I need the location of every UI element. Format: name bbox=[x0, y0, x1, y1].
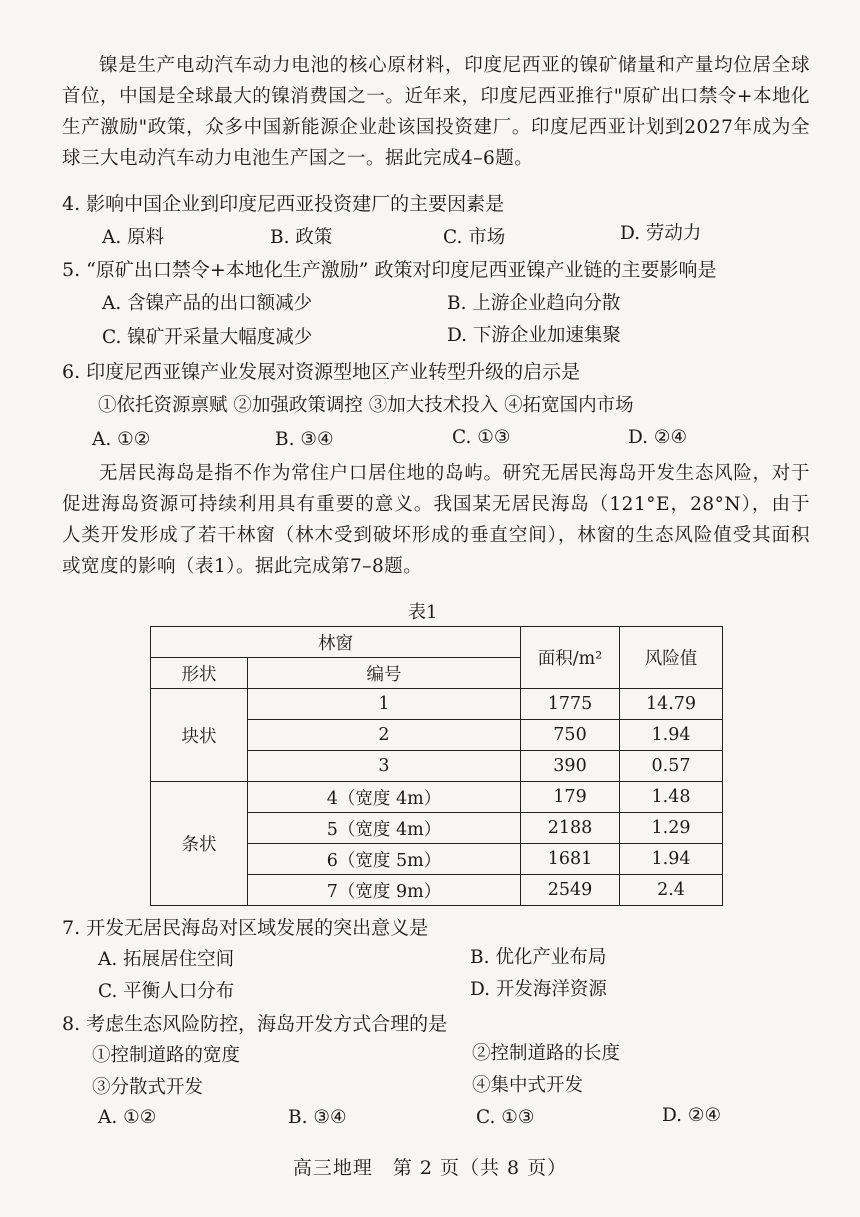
q6-items: ①依托资源禀赋 ②加强政策调控 ③加大技术投入 ④拓宽国内市场 bbox=[98, 395, 634, 416]
header-shape: 形状 bbox=[151, 658, 248, 689]
q6-option-c: C. ①③ bbox=[452, 427, 511, 448]
q6-option-b: B. ③④ bbox=[275, 429, 334, 450]
cell-num: 1 bbox=[248, 689, 521, 720]
header-window: 林窗 bbox=[151, 627, 521, 658]
header-number: 编号 bbox=[248, 658, 521, 689]
q8-option-b: B. ③④ bbox=[288, 1107, 347, 1128]
cell-num: 4（宽度 4m） bbox=[248, 782, 521, 813]
shape-block: 块状 bbox=[151, 689, 248, 782]
passage-island: 无居民海岛是指不作为常住户口居住地的岛屿。研究无居民海岛开发生态风险，对于促进海岛资源可持续利用具有重要的意义。我国某无居民海岛（121°E，28°N），由于人类开发形成了若干林窗（林木受到破坏形成的垂直空间），林窗的生态风险值受其面积或宽度的影响（表1）。据此完成第7–8题。 bbox=[62, 463, 810, 577]
q8-option-c: C. ①③ bbox=[476, 1107, 535, 1128]
cell-area: 1775 bbox=[521, 689, 620, 720]
table-row bbox=[151, 689, 723, 720]
passage-nickel: 镍是生产电动汽车动力电池的核心原材料，印度尼西亚的镍矿储量和产量均位居全球首位，中国是全球最大的镍消费国之一。近年来，印度尼西亚推行"原矿出口禁令+本地化生产激励"政策，众多中国新能源企业赴该国投资建厂。印度尼西亚计划到2027年成为全球三大电动汽车动力电池生产国之一。据此完成4–6题。 bbox=[62, 55, 810, 169]
cell-area: 750 bbox=[521, 720, 620, 751]
cell-area: 179 bbox=[521, 782, 620, 813]
cell-risk: 2.4 bbox=[620, 875, 723, 906]
question-6-stem: 6. 印度尼西亚镍产业发展对资源型地区产业转型升级的启示是 bbox=[62, 361, 581, 383]
cell-risk: 1.29 bbox=[620, 813, 723, 844]
cell-num: 2 bbox=[248, 720, 521, 751]
q8-item-4: ④集中式开发 bbox=[472, 1075, 584, 1096]
q6-option-a: A. ①② bbox=[92, 429, 151, 450]
cell-risk: 1.94 bbox=[620, 720, 723, 751]
q4-option-c: C. 市场 bbox=[443, 227, 506, 248]
cell-num: 7（宽度 9m） bbox=[248, 875, 521, 906]
q7-option-b: B. 优化产业布局 bbox=[470, 947, 607, 968]
q5-option-d: D. 下游企业加速集聚 bbox=[447, 325, 621, 346]
q5-option-b: B. 上游企业趋向分散 bbox=[447, 293, 621, 314]
cell-risk: 0.57 bbox=[620, 751, 723, 782]
q5-option-a: A. 含镍产品的出口额减少 bbox=[102, 293, 313, 314]
table-caption: 表1 bbox=[408, 602, 438, 623]
q6-option-d: D. ②④ bbox=[628, 427, 688, 448]
cell-area: 1681 bbox=[521, 844, 620, 875]
cell-num: 3 bbox=[248, 751, 521, 782]
q8-option-d: D. ②④ bbox=[662, 1105, 722, 1126]
q4-option-d: D. 劳动力 bbox=[620, 223, 702, 244]
forest-gap-table bbox=[150, 626, 723, 906]
shape-strip: 条状 bbox=[151, 782, 248, 906]
header-area: 面积/m² bbox=[521, 627, 620, 689]
table-row bbox=[151, 782, 723, 813]
cell-risk: 14.79 bbox=[620, 689, 723, 720]
question-7-stem: 7. 开发无居民海岛对区域发展的突出意义是 bbox=[62, 917, 429, 939]
q7-option-d: D. 开发海洋资源 bbox=[470, 979, 607, 1000]
cell-num: 6（宽度 5m） bbox=[248, 844, 521, 875]
question-8-stem: 8. 考虑生态风险防控，海岛开发方式合理的是 bbox=[62, 1013, 448, 1035]
q8-item-2: ②控制道路的长度 bbox=[472, 1043, 621, 1064]
q7-option-a: A. 拓展居住空间 bbox=[98, 949, 235, 970]
q8-item-1: ①控制道路的宽度 bbox=[92, 1045, 241, 1066]
q4-option-b: B. 政策 bbox=[270, 227, 333, 248]
cell-risk: 1.94 bbox=[620, 844, 723, 875]
q4-option-a: A. 原料 bbox=[102, 227, 165, 248]
q8-item-3: ③分散式开发 bbox=[92, 1077, 204, 1098]
cell-num: 5（宽度 4m） bbox=[248, 813, 521, 844]
question-5-stem: 5. “原矿出口禁令+本地化生产激励” 政策对印度尼西亚镍产业链的主要影响是 bbox=[62, 259, 717, 281]
header-risk: 风险值 bbox=[620, 627, 723, 689]
q8-option-a: A. ①② bbox=[98, 1107, 157, 1128]
cell-area: 2188 bbox=[521, 813, 620, 844]
page-footer: 高三地理 第 2 页（共 8 页） bbox=[292, 1157, 568, 1179]
cell-area: 390 bbox=[521, 751, 620, 782]
cell-risk: 1.48 bbox=[620, 782, 723, 813]
q7-option-c: C. 平衡人口分布 bbox=[98, 981, 235, 1002]
q5-option-c: C. 镍矿开采量大幅度减少 bbox=[102, 327, 313, 348]
cell-area: 2549 bbox=[521, 875, 620, 906]
question-4-stem: 4. 影响中国企业到印度尼西亚投资建厂的主要因素是 bbox=[62, 193, 505, 215]
